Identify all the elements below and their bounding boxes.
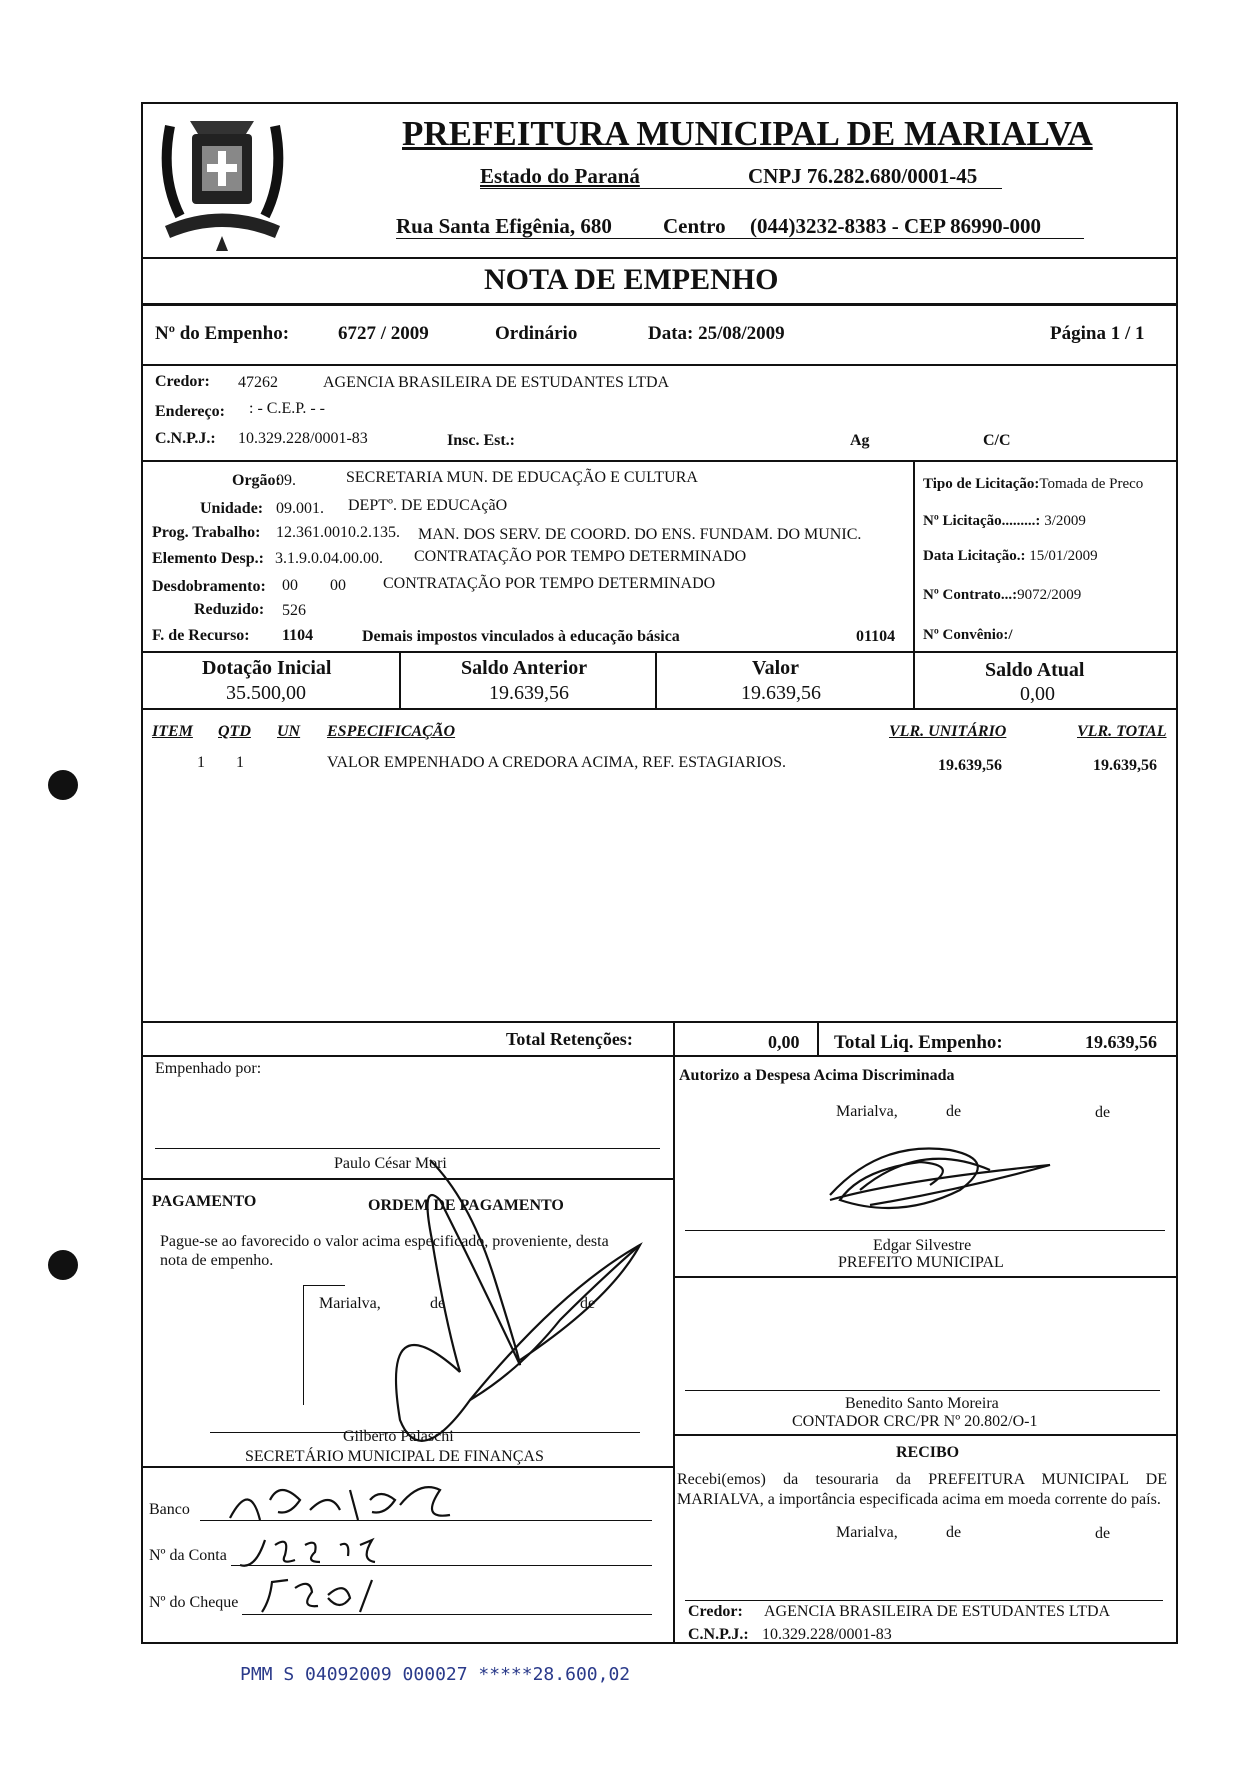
prefeito-name: Edgar Silvestre xyxy=(873,1237,972,1254)
divider xyxy=(673,1276,1178,1278)
cheque-label: Nº do Cheque xyxy=(149,1594,239,1611)
row-vlr-unitario: 19.639,56 xyxy=(938,757,1002,774)
vertical-divider xyxy=(913,651,915,709)
total-retencoes-value: 0,00 xyxy=(768,1032,800,1052)
prog-code: 12.361.0010.2.135. xyxy=(276,524,400,541)
banco-label: Banco xyxy=(149,1501,190,1518)
vertical-divider xyxy=(655,651,657,709)
num-licitacao-value: 3/2009 xyxy=(1044,513,1086,529)
saldo-atual-value: 0,00 xyxy=(1020,683,1055,705)
num-licitacao-key: Nº Licitação.........: xyxy=(923,513,1041,529)
frame-line xyxy=(303,1285,304,1405)
contrato-value: 9072/2009 xyxy=(1017,587,1082,603)
divider xyxy=(143,1466,674,1468)
address-label: Rua Santa Efigênia, 680 xyxy=(396,214,612,238)
credor-cnpj-value: 10.329.228/0001-83 xyxy=(238,430,368,447)
page-number: Página 1 / 1 xyxy=(1050,323,1145,344)
dotacao-label: Dotação Inicial xyxy=(202,657,332,679)
credor-cnpj-label: C.N.P.J.: xyxy=(155,430,216,447)
signature-line xyxy=(685,1600,1163,1601)
row-qtd: 1 xyxy=(236,754,244,771)
cnpj-label: CNPJ 76.282.680/0001-45 xyxy=(748,164,978,188)
convenio: Nº Convênio:/ xyxy=(923,627,1013,643)
fonte-code: 01104 xyxy=(856,628,896,645)
document-title: NOTA DE EMPENHO xyxy=(484,263,779,296)
elemento-desc: CONTRATAÇÃO POR TEMPO DETERMINADO xyxy=(414,548,747,565)
divider xyxy=(143,364,1178,366)
data-licitacao-key: Data Licitação.: xyxy=(923,548,1026,564)
unidade-code: 09.001. xyxy=(276,500,324,517)
ordem-pagamento-label: ORDEM DE PAGAMENTO xyxy=(368,1197,564,1214)
recibo-cnpj-value: 10.329.228/0001-83 xyxy=(762,1626,892,1643)
crest-logo xyxy=(150,106,295,254)
divider xyxy=(673,1434,1178,1436)
signature-line xyxy=(155,1148,660,1149)
right-marialva-label: Marialva, xyxy=(836,1103,898,1120)
recibo-label: RECIBO xyxy=(896,1444,960,1461)
pague-text: Pague-se ao favorecido o valor acima especificado, proveniente, desta nota de empenho. xyxy=(160,1233,609,1269)
prog-desc: MAN. DOS SERV. DE COORD. DO ENS. FUNDAM. DO MUNIC. xyxy=(418,526,862,543)
recibo-text: Recebi(emos) da tesouraria da PREFEITURA MUNICIPAL DE MARIALVA, a importância especificada acima em moeda corrente do país. xyxy=(677,1471,1167,1508)
orgao-desc: SECRETARIA MUN. DE EDUCAÇÃO E CULTURA xyxy=(346,469,698,486)
empenho-date: Data: 25/08/2009 xyxy=(648,323,785,344)
fonte-desc: Demais impostos vinculados à educação básica xyxy=(362,628,680,645)
vertical-divider xyxy=(673,1055,675,1644)
col-vlr-unitario: VLR. UNITÁRIO xyxy=(889,723,1007,740)
contrato-key: Nº Contrato...: xyxy=(923,587,1018,603)
unidade-label: Unidade: xyxy=(200,500,264,517)
right-de-2: de xyxy=(1095,1104,1111,1121)
vertical-divider xyxy=(913,460,915,652)
right-de-1: de xyxy=(946,1103,962,1120)
row-especificacao: VALOR EMPENHADO A CREDORA ACIMA, REF. ESTAGIARIOS. xyxy=(327,754,786,771)
tipo-licitacao-value: Tomada de Preco xyxy=(1039,476,1144,492)
fonte-label: F. de Recurso: xyxy=(152,627,250,644)
fonte-value: 1104 xyxy=(282,627,314,644)
cheque-line xyxy=(242,1614,652,1615)
desdobramento-label: Desdobramento: xyxy=(152,578,266,595)
conta-label: Nº da Conta xyxy=(149,1547,227,1564)
row-vlr-total: 19.639,56 xyxy=(1093,757,1157,774)
banco-line xyxy=(200,1520,652,1521)
saldo-anterior-value: 19.639,56 xyxy=(489,682,569,704)
num-licitacao xyxy=(923,513,1086,530)
saldo-anterior-label: Saldo Anterior xyxy=(461,657,588,679)
vertical-divider xyxy=(817,1021,819,1055)
page-title: PREFEITURA MUNICIPAL DE MARIALVA xyxy=(402,114,1093,153)
contrato xyxy=(923,587,1081,604)
empenho-number: 6727 / 2009 xyxy=(338,323,429,344)
recibo-marialva: Marialva, xyxy=(836,1524,898,1541)
secretario-name: Gilberto Palaschi xyxy=(343,1428,454,1445)
recibo-credor-label: Credor: xyxy=(688,1603,743,1620)
divider xyxy=(143,257,1178,259)
left-de-2: de xyxy=(580,1295,596,1312)
vertical-divider xyxy=(399,651,401,709)
credor-code: 47262 xyxy=(238,374,278,391)
state-label: Estado do Paraná xyxy=(480,164,640,188)
total-retencoes-label: Total Retenções: xyxy=(506,1029,633,1049)
desdobramento-desc: CONTRATAÇÃO POR TEMPO DETERMINADO xyxy=(383,575,716,592)
divider xyxy=(143,1178,674,1180)
recibo-cnpj-label: C.N.P.J.: xyxy=(688,1626,749,1643)
credor-label: Credor: xyxy=(155,373,210,390)
address-field-value: : - C.E.P. - - xyxy=(249,400,325,417)
conta-line xyxy=(231,1565,652,1566)
register-stamp: PMM S 04092009 000027 *****28.600,02 xyxy=(240,1664,631,1685)
empenhado-por-name: Paulo César Mori xyxy=(334,1155,447,1172)
address-field-label: Endereço: xyxy=(155,403,225,420)
col-qtd: QTD xyxy=(218,723,251,740)
pagamento-label: PAGAMENTO xyxy=(152,1193,257,1210)
cc-label: C/C xyxy=(983,432,1011,449)
prog-label: Prog. Trabalho: xyxy=(152,524,261,541)
reduzido-value: 526 xyxy=(282,602,306,619)
elemento-label: Elemento Desp.: xyxy=(152,550,264,567)
vertical-divider xyxy=(673,1021,675,1055)
row-item: 1 xyxy=(197,754,205,771)
elemento-code: 3.1.9.0.04.00.00. xyxy=(275,550,383,567)
punch-hole xyxy=(48,1250,78,1280)
recibo-de-1: de xyxy=(946,1524,962,1541)
dotacao-value: 35.500,00 xyxy=(226,682,306,704)
col-vlr-total: VLR. TOTAL xyxy=(1077,723,1167,740)
empenho-label: Nº do Empenho: xyxy=(155,323,290,344)
divider xyxy=(143,651,1178,653)
contador-name: Benedito Santo Moreira xyxy=(845,1395,999,1412)
col-item: ITEM xyxy=(152,723,193,740)
total-liq-value: 19.639,56 xyxy=(1085,1032,1157,1052)
ag-label: Ag xyxy=(850,432,870,449)
autorizo-label: Autorizo a Despesa Acima Discriminada xyxy=(679,1067,955,1084)
signature-line xyxy=(685,1230,1165,1231)
desdobramento-b: 00 xyxy=(330,577,346,594)
secretario-title: SECRETÁRIO MUNICIPAL DE FINANÇAS xyxy=(245,1448,544,1465)
underline xyxy=(396,238,1084,239)
valor-label: Valor xyxy=(752,657,800,679)
recibo-credor-name: AGENCIA BRASILEIRA DE ESTUDANTES LTDA xyxy=(764,1603,1111,1620)
desdobramento-a: 00 xyxy=(282,577,298,594)
divider xyxy=(143,1055,1178,1057)
data-licitacao xyxy=(923,548,1098,565)
col-especificacao: ESPECIFICAÇÃO xyxy=(327,723,456,740)
tipo-licitacao-key: Tipo de Licitação: xyxy=(923,476,1040,492)
signature-line xyxy=(685,1390,1160,1391)
divider xyxy=(143,708,1178,710)
empenho-type: Ordinário xyxy=(495,323,578,344)
divider xyxy=(143,460,1178,462)
prefeito-title: PREFEITO MUNICIPAL xyxy=(838,1254,1004,1271)
contador-title: CONTADOR CRC/PR Nº 20.802/O-1 xyxy=(792,1413,1038,1430)
valor-value: 19.639,56 xyxy=(741,682,821,704)
tipo-licitacao-label xyxy=(923,476,1143,493)
orgao-code: 09. xyxy=(276,472,296,489)
divider xyxy=(143,303,1178,306)
divider xyxy=(143,1021,1178,1023)
data-licitacao-value: 15/01/2009 xyxy=(1029,548,1098,564)
frame-line xyxy=(303,1285,345,1286)
unidade-desc: DEPTº. DE EDUCAçãO xyxy=(348,497,508,514)
credor-name: AGENCIA BRASILEIRA DE ESTUDANTES LTDA xyxy=(323,374,670,391)
saldo-atual-label: Saldo Atual xyxy=(985,659,1085,681)
empenhado-por-label: Empenhado por: xyxy=(155,1060,262,1077)
total-liq-label: Total Liq. Empenho: xyxy=(834,1032,1003,1053)
phone-cep-label: (044)3232-8383 - CEP 86990-000 xyxy=(750,214,1042,238)
punch-hole xyxy=(48,770,78,800)
reduzido-label: Reduzido: xyxy=(194,601,265,618)
left-marialva-label: Marialva, xyxy=(319,1295,381,1312)
left-de-1: de xyxy=(430,1295,446,1312)
recibo-de-2: de xyxy=(1095,1525,1111,1542)
insc-est-label: Insc. Est.: xyxy=(447,432,516,449)
orgao-label: Orgão: xyxy=(232,472,281,489)
district-label: Centro xyxy=(663,214,726,238)
col-un: UN xyxy=(277,723,301,740)
